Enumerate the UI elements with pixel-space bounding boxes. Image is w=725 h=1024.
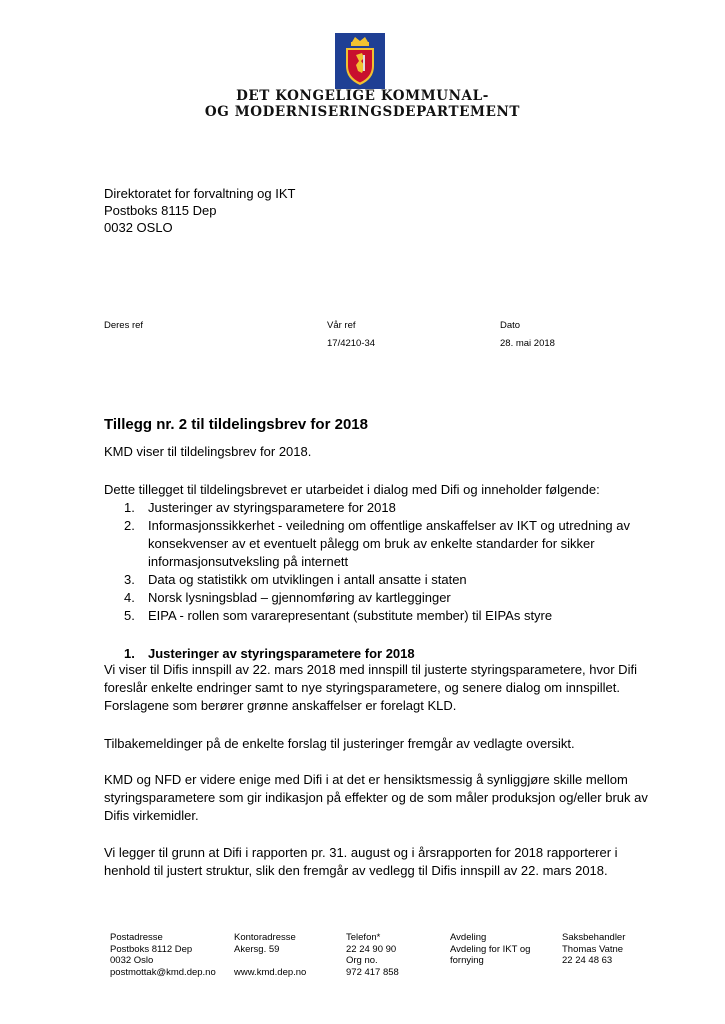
coat-of-arms-icon <box>335 33 385 89</box>
list-item-number: 5. <box>124 608 135 623</box>
footer-postadresse <box>110 932 216 978</box>
list-item <box>104 607 664 625</box>
recipient-line: Postboks 8115 Dep <box>104 203 217 218</box>
list-item-text: Data og statistikk om utviklingen i antall ansatte i staten <box>148 572 467 587</box>
ministry-name-line-1: DET KONGELIGE KOMMUNAL- <box>236 88 489 104</box>
letter-title: Tillegg nr. 2 til tildelingsbrev for 2018 <box>104 416 368 433</box>
footer-saksbehandler <box>562 932 625 967</box>
recipient-address <box>104 185 295 236</box>
list-item-number: 2. <box>124 518 135 533</box>
footer-email: postmottak@kmd.dep.no <box>110 966 216 978</box>
footer-label: Postadresse <box>110 932 163 943</box>
footer-telefon <box>346 932 399 978</box>
footer-value: Akersg. 59 <box>234 943 280 955</box>
deres-ref-label: Deres ref <box>104 320 144 331</box>
footer-value: Avdeling for IKT og <box>450 943 531 955</box>
footer-value: Postboks 8112 Dep <box>110 943 193 955</box>
list-item-text: Informasjonssikkerhet - veiledning om offentlige anskaffelser av IKT og utredning av konsekvenser av et eventuelt pålegg om bruk av enkelte standarder for sikker informasjonsutveksling på internett <box>148 518 630 569</box>
paragraph-rapportering: Vi legger til grunn at Difi i rapporten pr. 31. august og i årsrapporten for 2018 rapporterer i henhold til justert struktur, slik den fremgår av vedlegg til Difis innspill av 22. mars 2018. <box>104 845 618 878</box>
footer-website: www.kmd.dep.no <box>234 966 307 978</box>
list-item-number: 1. <box>124 500 135 515</box>
list-item <box>104 499 664 517</box>
section-title: Justeringer av styringsparametere for 2018 <box>148 646 415 661</box>
list-item-text: Justeringer av styringsparametere for 2018 <box>148 500 396 515</box>
section-number: 1. <box>124 646 135 661</box>
footer-value: 22 24 90 90 <box>346 943 397 955</box>
footer-kontoradresse <box>234 932 306 978</box>
dato-label: Dato <box>500 320 521 331</box>
footer-label: Telefon* <box>346 932 381 943</box>
ministry-name-line-2: OG MODERNISERINGSDEPARTEMENT <box>204 104 521 120</box>
footer-value: 972 417 858 <box>346 966 399 978</box>
footer-avdeling <box>450 932 530 967</box>
paragraph-tilbakemeldinger: Tilbakemeldinger på de enkelte forslag til justeringer fremgår av vedlagte oversikt. <box>104 736 575 751</box>
recipient-line: Direktoratet for forvaltning og IKT <box>104 186 296 201</box>
footer-value: fornying <box>450 955 484 966</box>
list-item-number: 3. <box>124 572 135 587</box>
list-item <box>104 517 664 571</box>
footer-label: Kontoradresse <box>234 932 296 943</box>
contents-list <box>104 499 664 625</box>
list-item-number: 4. <box>124 590 135 605</box>
list-item-text: Norsk lysningsblad – gjennomføring av kartlegginger <box>148 590 451 605</box>
list-item <box>104 589 664 607</box>
footer-label: Avdeling <box>450 932 487 943</box>
footer-value: 0032 Oslo <box>110 955 154 966</box>
paragraph-contents: Dette tillegget til tildelingsbrevet er utarbeidet i dialog med Difi og inneholder følgende: <box>104 482 600 497</box>
recipient-line: 0032 OSLO <box>104 220 173 235</box>
paragraph-innspill: Vi viser til Difis innspill av 22. mars 2018 med innspill til justerte styringsparametere, hvor Difi foreslår enkelte endringer samt to nye styringsparametere, og senere dialog om innspillet. Forslagene som berører grønne anskaffelser er forelagt KLD. <box>104 662 637 713</box>
footer-value: Thomas Vatne <box>562 943 624 955</box>
var-ref-label: Vår ref <box>327 320 356 331</box>
paragraph-intro: KMD viser til tildelingsbrev for 2018. <box>104 444 312 459</box>
var-ref-value: 17/4210-34 <box>327 338 376 349</box>
paragraph-enige: KMD og NFD er videre enige med Difi i at det er hensiktsmessig å synliggjøre skille mellom styringsparametere som gir indikasjon på effekter og de som måler produksjon og/eller bruk av Difis virkemidler. <box>104 772 648 823</box>
list-item <box>104 571 664 589</box>
footer-value: Org no. <box>346 955 378 966</box>
dato-value: 28. mai 2018 <box>500 338 555 349</box>
footer-value <box>234 955 306 967</box>
footer-label: Saksbehandler <box>562 932 626 943</box>
footer-value: 22 24 48 63 <box>562 955 613 966</box>
list-item-text: EIPA - rollen som vararepresentant (substitute member) til EIPAs styre <box>148 608 553 623</box>
